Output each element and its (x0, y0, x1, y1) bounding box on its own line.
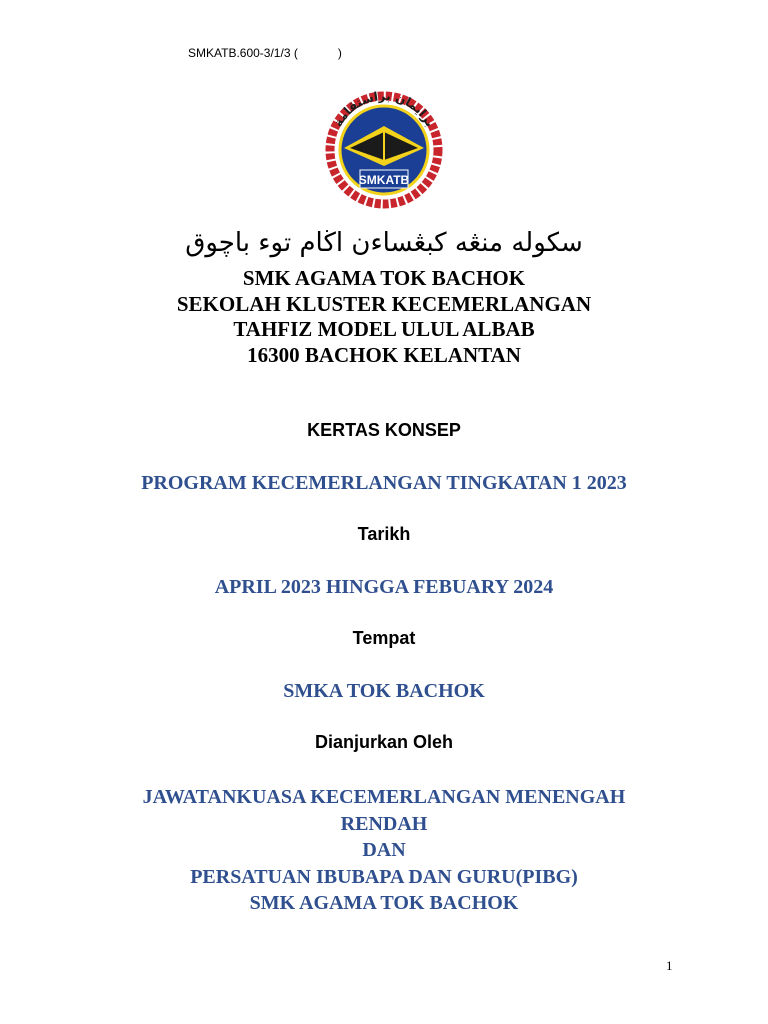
organizer-line: JAWATANKUASA KECEMERLANGAN MENENGAH (142, 786, 626, 808)
organizer-line: RENDAH (340, 812, 428, 835)
organizer-line: SMK AGAMA TOK BACHOK (249, 892, 519, 914)
crest-banner-text: SMKATB (358, 173, 410, 187)
school-name-line: SEKOLAH KLUSTER KECEMERLANGAN (176, 291, 592, 316)
date-label: Tarikh (357, 524, 411, 544)
school-name-block (0, 266, 768, 368)
program-title: PROGRAM KECEMERLANGAN TINGKATAN 1 2023 (141, 472, 627, 494)
date-value: APRIL 2023 HINGGA FEBUARY 2024 (214, 576, 554, 598)
venue-value: SMKA TOK BACHOK (283, 680, 485, 702)
organizer-label: Dianjurkan Oleh (314, 732, 454, 752)
organizer-line: DAN (362, 839, 406, 861)
school-name-line: SMK AGAMA TOK BACHOK (242, 266, 526, 290)
organizer-block (0, 784, 768, 917)
school-name-line: TAHFIZ MODEL ULUL ALBAB (233, 317, 535, 341)
organizer-line: PERSATUAN IBUBAPA DAN GURU(PIBG) (190, 865, 578, 888)
school-name-jawi: سكوله منڠه كبڠساءن اڬام توء باچوق (185, 228, 583, 258)
school-address-line: 16300 BACHOK KELANTAN (247, 342, 521, 367)
reference-number: SMKATB.600-3/1/3 ( ) (188, 46, 342, 60)
school-crest-icon (322, 86, 446, 210)
crest-motto: برايمان براستقامة (330, 88, 438, 129)
page-number: 1 (666, 958, 673, 973)
venue-label: Tempat (352, 628, 416, 648)
document-type-heading: KERTAS KONSEP (307, 420, 461, 440)
